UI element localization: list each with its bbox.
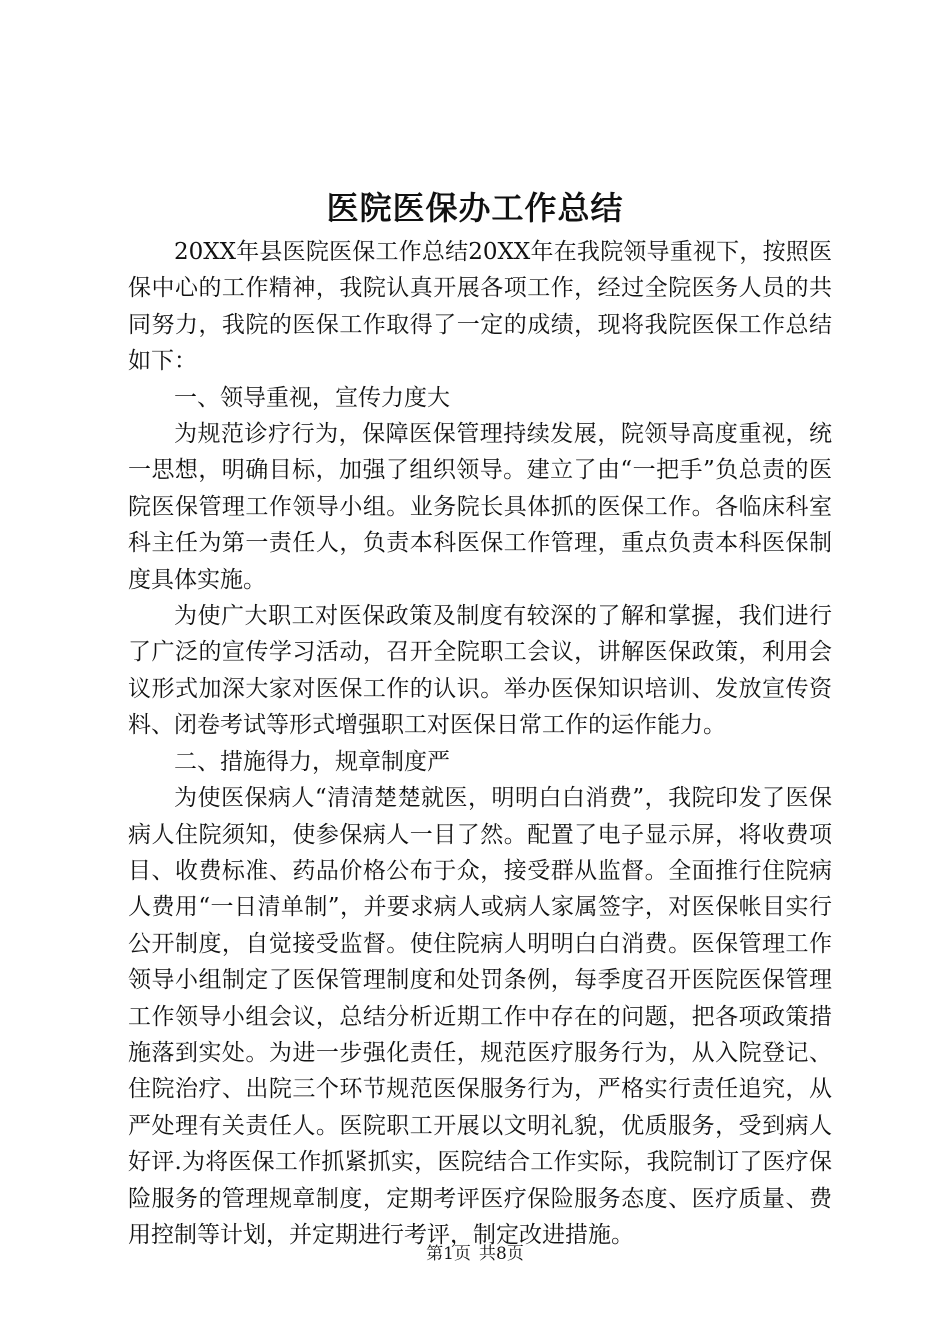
page-title: 医院医保办工作总结 [326,189,624,227]
page-number-total: 共8页 [479,1244,524,1264]
paragraph-section1-b: 为使广大职工对医保政策及制度有较深的了解和掌握，我们进行了广泛的宣传学习活动，召开全院职工会议，讲解医保政策，利用会议形式加深大家对医保工作的认识。举办医保知识培训、发放宣传资料、闭卷考试等形式增强职工对医保日常工作的运作能力。 [128,603,832,739]
paragraph-section2-a: 为使医保病人“清清楚楚就医，明明白白消费”，我院印发了医保病人住院须知，使参保病人一目了然。配置了电子显示屏，将收费项目、收费标准、药品价格公布于众，接受群从监督。全面推行住院病人费用“一日清单制”，并要求病人或病人家属签字，对医保帐目实行公开制度，自觉接受监督。使住院病人明明白白消费。医保管理工作领导小组制定了医保管理制度和处罚条例，每季度召开医院医保管理工作领导小组会议，总结分析近期工作中存在的问题，把各项政策措施落到实处。为进一步强化责任，规范医疗服务行为，从入院登记、住院治疗、出院三个环节规范医保服务行为，严格实行责任追究，从严处理有关责任人。医院职工开展以文明礼貌，优质服务，受到病人好评.为将医保工作抓紧抓实，医院结合工作实际，我院制订了医疗保险服务的管理规章制度，定期考评医疗保险服务态度、医疗质量、费用控制等计划，并定期进行考评，制定改进措施。 [128,785,832,1248]
paragraph-intro: 20XX年县医院医保工作总结20XX年在我院领导重视下，按照医保中心的工作精神，我院认真开展各项工作，经过全院医务人员的共同努力，我院的医保工作取得了一定的成绩，现将我院医保工作总结如下： [128,239,832,375]
document-body [128,234,832,1253]
section-heading-2: 二、措施得力，规章制度严 [174,748,450,775]
page-number-current: 第1页 [426,1244,471,1264]
page-footer [0,1242,950,1266]
paragraph-section1-a: 为规范诊疗行为，保障医保管理持续发展，院领导高度重视，统一思想，明确目标，加强了组织领导。建立了由“一把手”负总责的医院医保管理工作领导小组。业务院长具体抓的医保工作。各临床科室科主任为第一责任人，负责本科医保工作管理，重点负责本科医保制度具体实施。 [128,421,832,593]
section-heading-1: 一、领导重视，宣传力度大 [174,384,450,411]
